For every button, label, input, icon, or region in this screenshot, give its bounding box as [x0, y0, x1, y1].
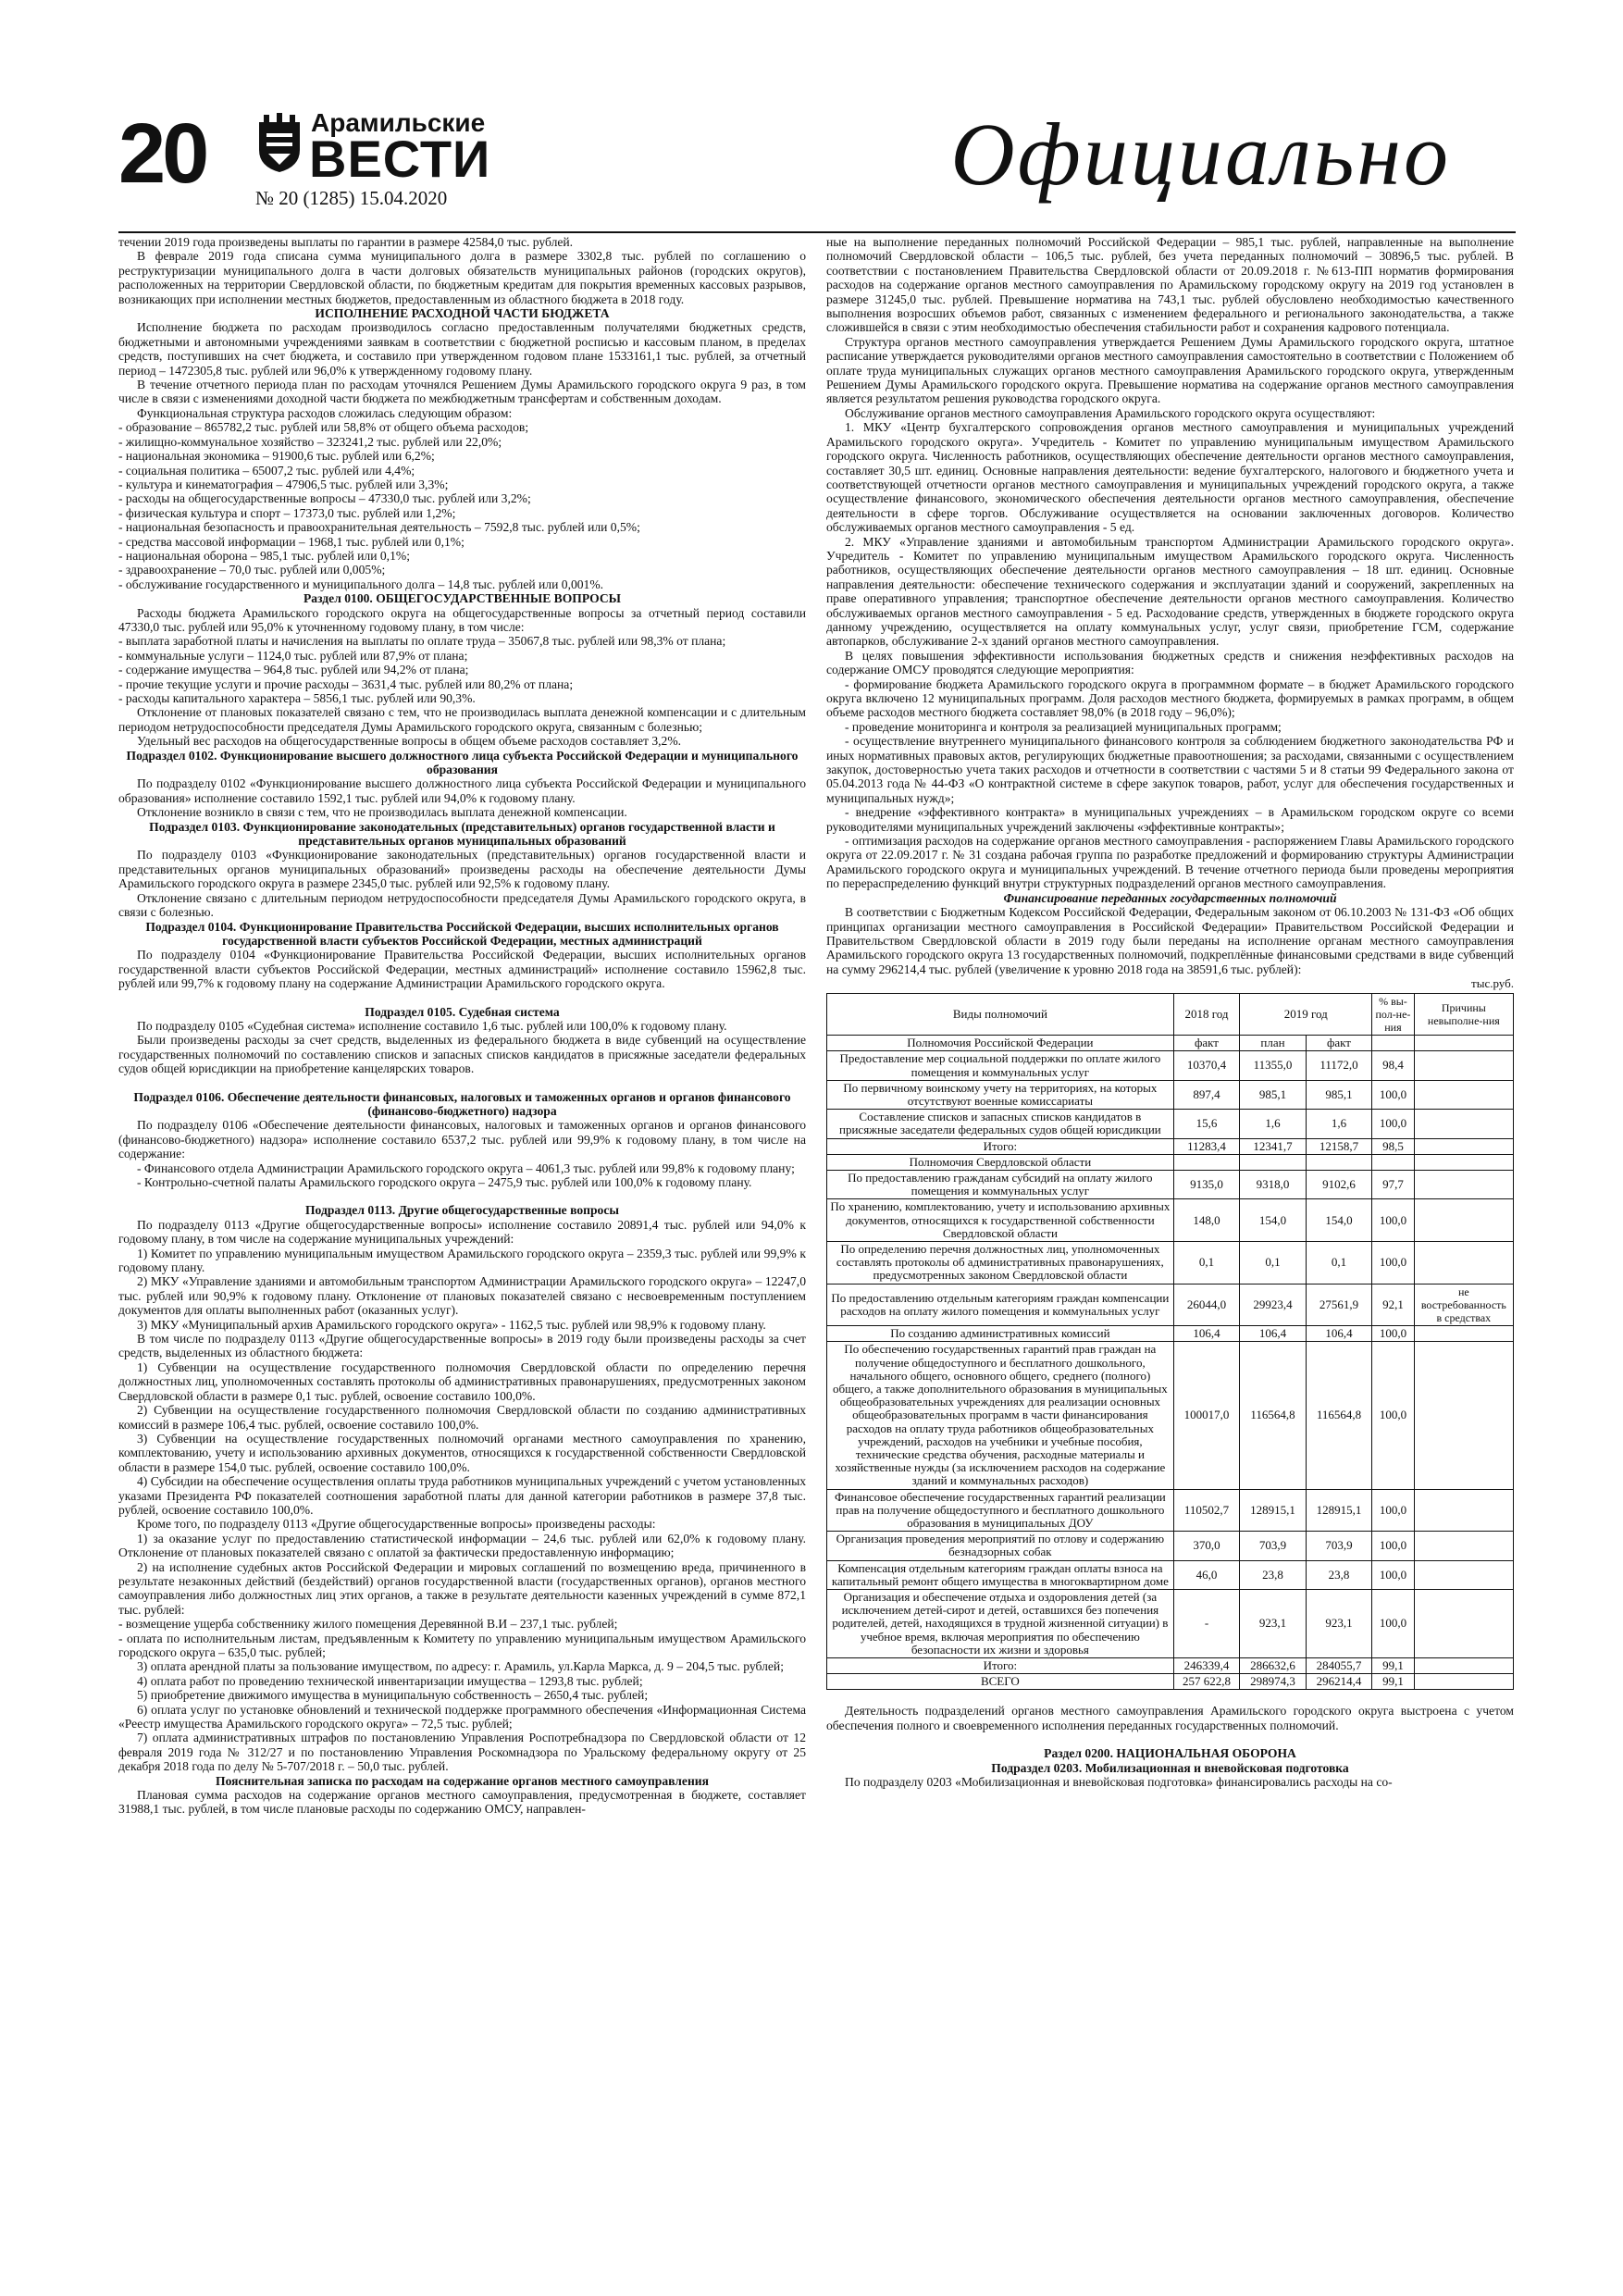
cell-reason — [1414, 1080, 1513, 1109]
cell-reason — [1414, 1051, 1513, 1080]
paragraph: По подразделу 0106 «Обеспечение деятельности финансовых, налоговых и таможенных органов и органов финансового (финансово-бюджетного) надзора» исполнение составило 6537,2 тыс. рублей или 99,9% к годовому плану, в том числе на содержание: — [118, 1118, 806, 1161]
cell-plan: 286632,6 — [1240, 1658, 1306, 1674]
paragraph: В том числе по подразделу 0113 «Другие общегосударственные вопросы» в 2019 году были произведены расходы за счет средств, выделенных из областного бюджета: — [118, 1332, 806, 1360]
cell-2018: 370,0 — [1173, 1532, 1239, 1560]
cell-plan: 29923,4 — [1240, 1284, 1306, 1326]
page-number: 20 — [118, 106, 206, 201]
cell-name: ВСЕГО — [827, 1674, 1174, 1690]
paragraph: Обслуживание органов местного самоуправления Арамильского городского округа осуществляют: — [845, 405, 1376, 420]
table-row — [827, 1590, 1514, 1658]
table-subtotal-row — [827, 1658, 1514, 1674]
list-item: - осуществление внутреннего муниципального финансового контроля за соблюдением бюджетного законодательства РФ и иных нормативных правовых актов, регулирующих бюджетные правоотношения; за расходами, связанными с осуществлением закупок, достоверностью учета таких расходов и отчетности в соответствии с частями 5 и 8 статьи 99 Федерального закона от 05.04.2013 года № 44-ФЗ «О контрактной системе в сфере закупок товаров, работ, услуг для обеспечения государственных и муниципальных нужд»; — [826, 734, 1514, 805]
masthead — [118, 104, 1516, 233]
table-unit: тыс.руб. — [1471, 976, 1514, 991]
cell-name: Итого: — [827, 1138, 1174, 1154]
subheader-fact: факт — [1173, 1036, 1239, 1051]
header-2019: 2019 год — [1240, 993, 1372, 1036]
paragraph: По подразделу 0103 «Функционирование законодательных (представительных) органов государственной власти и представительных органов муниципальных образований» произведены расходы на обеспечение деятельности Думы Арамильского городского округа в размере 2345,0 тыс. рублей или 92,5% к годовому плану. — [118, 848, 806, 891]
list-item: - коммунальные услуги – 1124,0 тыс. рублей или 87,9% от плана; — [118, 648, 468, 663]
cell-fact: 0,1 — [1306, 1241, 1371, 1284]
cell-reason — [1414, 1326, 1513, 1342]
cell-2018: 897,4 — [1173, 1080, 1239, 1109]
list-item: 3) Субвенции на осуществление государственных полномочий органами местного самоуправления по хранению, комплектованию, учету и использованию архивных документов, относящихся к государственной собственности Свердловской области в размере 154,0 тыс. рублей, освоение составило 100,0%. — [118, 1431, 806, 1474]
list-item: 3) МКУ «Муниципальный архив Арамильского городского округа» - 1162,5 тыс. рублей или 98,9% к годовому плану. — [137, 1317, 766, 1332]
cell-fact: 27561,9 — [1306, 1284, 1371, 1326]
cell-percent: 98,5 — [1372, 1138, 1414, 1154]
table-row — [827, 1036, 1514, 1051]
paragraph: Деятельность подразделений органов местного самоуправления Арамильского городского округа выстроена с учетом обеспечения полного и своевременного исполнения переданных государственных полномочий. — [826, 1704, 1514, 1732]
table-subtotal-row — [827, 1138, 1514, 1154]
list-item: - содержание имущества – 964,8 тыс. рублей или 94,2% от плана; — [118, 663, 469, 677]
table-row — [827, 1154, 1514, 1170]
table-row — [827, 1051, 1514, 1080]
subsection-heading: Подраздел 0113. Другие общегосударственные вопросы — [304, 1203, 619, 1218]
cell-fact: 11172,0 — [1306, 1051, 1371, 1080]
cell-reason: не востребованность в средствах — [1414, 1284, 1513, 1326]
coat-of-arms-icon — [255, 113, 304, 174]
subsection-heading: Финансирование переданных государственных полномочий — [1003, 890, 1337, 905]
cell-plan: 116564,8 — [1240, 1342, 1306, 1489]
table-row — [827, 1170, 1514, 1198]
paragraph: Удельный вес расходов на общегосударственные вопросы в общем объеме расходов составляет 3,2%. — [137, 734, 682, 749]
list-item: 1) за оказание услуг по предоставлению статистической информации – 24,6 тыс. рублей или 62,0% к годовому плану. Отклонение от плановых показателей связано с оплатой за фактически предоставленную информацию; — [118, 1531, 806, 1560]
subsection-heading: Подраздел 0105. Судебная система — [365, 1004, 560, 1019]
paragraph: В соответствии с Бюджетным Кодексом Российской Федерации, Федеральным законом от 06.10.2003 № 131-ФЗ «Об общих принципах организации местного самоуправления в Российской Федерации» Правительством Российской Федерации и Правительством Свердловской области в 2019 году были переданы на исполнение органам местного самоуправления Арамильского городского округа 13 государственных полномочий, подкреплённые финансовыми средствами в виде субвенций на сумму 296214,4 тыс. рублей (увеличение к уровню 2018 года на 38591,6 тыс. рублей): — [826, 905, 1514, 976]
list-item: 3) оплата арендной платы за пользование имуществом, по адресу: г. Арамиль, ул.Карла Маркса, д. 9 – 204,5 тыс. рублей; — [137, 1659, 784, 1674]
cell-plan: 0,1 — [1240, 1241, 1306, 1284]
cell-reason — [1414, 1658, 1513, 1674]
cell-percent: 97,7 — [1372, 1170, 1414, 1198]
cell-plan: 154,0 — [1240, 1199, 1306, 1242]
cell-name: Итого: — [827, 1658, 1174, 1674]
cell-percent: 100,0 — [1372, 1199, 1414, 1242]
brand-main: ВЕСТИ — [309, 130, 491, 188]
cell-2018: 10370,4 — [1173, 1051, 1239, 1080]
issue-line: № 20 (1285) 15.04.2020 — [255, 187, 448, 209]
table-total-row — [827, 1674, 1514, 1690]
cell-fact: 985,1 — [1306, 1080, 1371, 1109]
list-item: - проведение мониторинга и контроля за реализацией муниципальных программ; — [845, 719, 1282, 734]
cell-percent: 99,1 — [1372, 1658, 1414, 1674]
cell-plan: 298974,3 — [1240, 1674, 1306, 1690]
paragraph: По подразделу 0203 «Мобилизационная и вневойсковая подготовка» финансировались расходы на со- — [845, 1775, 1393, 1790]
cell-reason — [1414, 1560, 1513, 1589]
cell-percent: 100,0 — [1372, 1489, 1414, 1532]
cell-2018: - — [1173, 1590, 1239, 1658]
list-item: - расходы капитального характера – 5856,1 тыс. рублей или 90,3%. — [118, 691, 476, 705]
list-item: - образование – 865782,2 тыс. рублей или 58,8% от общего объема расходов; — [118, 420, 529, 435]
paragraph: Структура органов местного самоуправления утверждается Решением Думы Арамильского городского округа, штатное расписание утверждается руководителями органов местного самоуправления самостоятельно в соответствии с Положением об оплате труда муниципальных служащих органов местного самоуправления Арамильского городского округа, утвержденным Решением Думы Арамильского городского округа. Превышение норматива на содержание органов местного самоуправления является результатом решения руководства городского округа. — [826, 334, 1514, 406]
cell-percent: 100,0 — [1372, 1241, 1414, 1284]
cell-name: По предоставлению отдельным категориям граждан компенсации расходов на оплату жилого помещения и коммунальных услуг — [827, 1284, 1174, 1326]
section-heading: Раздел 0100. ОБЩЕГОСУДАРСТВЕННЫЕ ВОПРОСЫ — [303, 591, 622, 606]
list-item: - национальная экономика – 91900,6 тыс. рублей или 6,2%; — [118, 449, 435, 464]
table-row — [827, 1532, 1514, 1560]
cell-plan: 9318,0 — [1240, 1170, 1306, 1198]
cell-name: По предоставлению гражданам субсидий на оплату жилого помещения и коммунальных услуг — [827, 1170, 1174, 1198]
paragraph: Расходы бюджета Арамильского городского округа на общегосударственные вопросы за отчетный период составили 47330,0 тыс. рублей или 95,0% к уточненному годовому плану, в том числе: — [118, 605, 806, 634]
cell-reason — [1414, 1170, 1513, 1198]
cell-percent: 100,0 — [1372, 1342, 1414, 1489]
cell-fact: 9102,6 — [1306, 1170, 1371, 1198]
cell-plan: 23,8 — [1240, 1560, 1306, 1589]
cell-plan: 703,9 — [1240, 1532, 1306, 1560]
list-item: 2) МКУ «Управление зданиями и автомобильным транспортом Администрации Арамильского городского округа» – 12247,0 тыс. рублей или 90,9% к годовому плану. Отклонение от плановых показателей связано с несвоевременным поступлением документов для оплаты выполненных работ (оказанных услуг). — [118, 1274, 806, 1318]
cell-plan: 128915,1 — [1240, 1489, 1306, 1532]
list-item: 4) Субсидии на обеспечение осуществления оплаты труда работников муниципальных учреждений с учетом установленных указами Президента РФ показателей соотношения заработной платы для данной категории работников в размере 37,8 тыс. рублей, освоение составило 100,0%. — [118, 1474, 806, 1517]
cell-2018: 110502,7 — [1173, 1489, 1239, 1532]
paragraph: Отклонение связано с длительным периодом нетрудоспособности председателя Думы Арамильского городского округа, в связи с болезнью. — [118, 890, 806, 920]
list-item: - средства массовой информации – 1968,1 тыс. рублей или 0,1%; — [118, 534, 465, 549]
cell-2018: 46,0 — [1173, 1560, 1239, 1589]
header-name: Виды полномочий — [827, 993, 1174, 1036]
subsection-heading: Подраздел 0104. Функционирование Правительства Российской Федерации, высших исполнительных органов государственной власти субъектов Российской Федерации, местных администраций — [145, 919, 779, 948]
cell-percent: 98,4 — [1372, 1051, 1414, 1080]
cell-2018: 106,4 — [1173, 1326, 1239, 1342]
table-row — [827, 1284, 1514, 1326]
cell-percent: 99,1 — [1372, 1674, 1414, 1690]
table-row — [827, 1489, 1514, 1532]
paragraph: 1. МКУ «Центр бухгалтерского сопровождения органов местного самоуправления и муниципальных учреждений Арамильского городского округа». Учредитель - Комитет по управлению муниципальным имуществом Арамильского городского округа. Численность работников, осуществляющих обеспечение деятельности органов местного самоуправления, составляет 30,5 шт. единиц. Основные направления деятельности: ведение бухгалтерского, налогового и бюджетного учета и соответствующей отчетности органов местного самоуправления и муниципальных учреждений городского округа, а также осуществление финансового, экономического обеспечения деятельности органов местного самоуправления, обеспечение деятельности в сфере торгов. Обслуживание осуществляется на основании заключенных договоров. Количество обслуживаемых органов местного самоуправления - 5 ед. — [826, 420, 1514, 535]
paragraph: течении 2019 года произведены выплаты по гарантии в размере 42584,0 тыс. рублей. — [118, 235, 574, 249]
brand-top: Арамильские — [311, 108, 486, 137]
cell-fact: 12158,7 — [1306, 1138, 1371, 1154]
table-row — [827, 1326, 1514, 1342]
list-item: - физическая культура и спорт – 17373,0 тыс. рублей или 1,2%; — [118, 505, 456, 520]
header-2018: 2018 год — [1173, 993, 1239, 1036]
cell-fact: 1,6 — [1306, 1110, 1371, 1138]
list-item: 2) Субвенции на осуществление государственного полномочия Свердловской области по созданию административных комиссий в размере 106,4 тыс. рублей, освоение составило 100,0%. — [118, 1403, 806, 1432]
section-heading: Раздел 0200. НАЦИОНАЛЬНАЯ ОБОРОНА — [1044, 1746, 1296, 1761]
cell-plan: 1,6 — [1240, 1110, 1306, 1138]
cell-fact: 284055,7 — [1306, 1658, 1371, 1674]
table-row — [827, 1342, 1514, 1489]
header-rule — [118, 231, 1516, 233]
cell-2018: 257 622,8 — [1173, 1674, 1239, 1690]
cell-2018: 11283,4 — [1173, 1138, 1239, 1154]
list-item: - национальная безопасность и правоохранительная деятельность – 7592,8 тыс. рублей или 0,5%; — [118, 520, 640, 535]
cell-2018: 26044,0 — [1173, 1284, 1239, 1326]
cell-percent: 100,0 — [1372, 1110, 1414, 1138]
paragraph: По подразделу 0113 «Другие общегосударственные вопросы» исполнение составило 20891,4 тыс. рублей или 94,0% к годовому плану, в том числе на содержание муниципальных учреждений: — [118, 1217, 806, 1247]
cell-reason — [1414, 1489, 1513, 1532]
cell-name: Компенсация отдельным категориям граждан оплаты взноса на капитальный ремонт общего имущества в многоквартирном доме — [827, 1560, 1174, 1589]
table-row — [827, 1110, 1514, 1138]
cell-reason — [1414, 1342, 1513, 1489]
cell-percent: 100,0 — [1372, 1532, 1414, 1560]
cell-plan: 985,1 — [1240, 1080, 1306, 1109]
paragraph: Исполнение бюджета по расходам производилось согласно предоставленным получателями бюджетных средств, бюджетными и автономными учреждениями заявкам в соответствии с бюджетной росписью и кассовым планом, в пределах средств, поступивших на счет бюджета, и составило при утвержденном годовом плане 1533161,1 тыс. рублей, за отчетный период – 1472305,8 тыс. рублей или 96,0% к утвержденному годовому плану. — [118, 320, 806, 378]
cell-reason — [1414, 1532, 1513, 1560]
cell-name: Финансовое обеспечение государственных гарантий реализации прав на получение общедоступного и бесплатного дошкольного образования в муниципальных ДОУ — [827, 1489, 1174, 1532]
subsection-heading: Подраздел 0103. Функционирование законодательных (представительных) органов государственной власти и представительных органов муниципальных образований — [149, 819, 775, 849]
group-label: Полномочия Свердловской области — [827, 1154, 1174, 1170]
header-reason: Причины невыполне-ния — [1414, 993, 1513, 1036]
right-column — [826, 235, 1514, 1790]
cell-name: Составление списков и запасных списков кандидатов в присяжные заседатели федеральных судов общей юрисдикции — [827, 1110, 1174, 1138]
cell-name: По первичному воинскому учету на территориях, на которых отсутствуют военные комиссариаты — [827, 1080, 1174, 1109]
list-item: - обслуживание государственного и муниципального долга – 14,8 тыс. рублей или 0,001%. — [118, 577, 604, 591]
list-item: - расходы на общегосударственные вопросы – 47330,0 тыс. рублей или 3,2%; — [118, 491, 531, 506]
list-item: - здравоохранение – 70,0 тыс. рублей или 0,005%; — [118, 563, 386, 577]
subheader-plan: план — [1240, 1036, 1306, 1051]
cell-name: Предоставление мер социальной поддержки по оплате жилого помещения и коммунальных услуг — [827, 1051, 1174, 1080]
cell-2018: 100017,0 — [1173, 1342, 1239, 1489]
cell-2018: 15,6 — [1173, 1110, 1239, 1138]
table-row — [827, 1199, 1514, 1242]
cell-fact: 923,1 — [1306, 1590, 1371, 1658]
list-item: 1) Комитет по управлению муниципальным имуществом Арамильского городского округа – 2359,3 тыс. рублей или 99,9% к годовому плану. — [118, 1246, 806, 1275]
subsection-heading: Подраздел 0102. Функционирование высшего должностного лица субъекта Российской Федерации и муниципального образования — [126, 748, 799, 777]
list-item: 7) оплата административных штрафов по постановлению Управления Роспотребнадзора по Свердловской области от 12 февраля 2019 года № 312/27 и по постановлению Управления Роскомнадзора по Уральскому федеральному округу от 25 декабря 2018 года по делу № 5-707/2018 г. – 50,0 тыс. рублей. — [118, 1731, 806, 1774]
cell-fact: 154,0 — [1306, 1199, 1371, 1242]
cell-2018: 246339,4 — [1173, 1658, 1239, 1674]
list-item: - выплата заработной платы и начисления на выплаты по оплате труда – 35067,8 тыс. рублей или 98,3% от плана; — [118, 634, 726, 649]
cell-percent: 100,0 — [1372, 1326, 1414, 1342]
cell-name: По хранению, комплектованию, учету и использованию архивных документов, относящихся к государственной собственности Свердловской области — [827, 1199, 1174, 1242]
cell-2018: 148,0 — [1173, 1199, 1239, 1242]
cell-2018: 0,1 — [1173, 1241, 1239, 1284]
cell-reason — [1414, 1138, 1513, 1154]
cell-fact: 703,9 — [1306, 1532, 1371, 1560]
paragraph: По подразделу 0105 «Судебная система» исполнение составило 1,6 тыс. рублей или 100,0% к годовому плану. — [137, 1018, 727, 1033]
subheader-fact: факт — [1306, 1036, 1371, 1051]
list-item: 4) оплата работ по проведению технической инвентаризации имущества – 1293,8 тыс. рублей; — [137, 1673, 643, 1688]
list-item: - формирование бюджета Арамильского городского округа в программном формате – в бюджет Арамильского городского округа включено 12 муниципальных программ. Доля расходов местного бюджета, формируемых в рамках программ, в общем объеме расходов местного бюджета составляет 98,0% (в 2018 году – 96,0%); — [826, 676, 1514, 720]
section-heading: ИСПОЛНЕНИЕ РАСХОДНОЙ ЧАСТИ БЮДЖЕТА — [315, 306, 610, 321]
paragraph: В феврале 2019 года списана сумма муниципального долга в размере 3302,8 тыс. рублей по соглашению о реструктуризации муниципального долга в части долговых обязательств муниципальных районов (городских округов), расположенных на территории Свердловской области, по бюджетным кредитам для покрытия временных кассовых разрывов, возникающих при исполнении местных бюджетов, предоставленным из областного бюджета в 2018 году. — [118, 249, 806, 306]
paragraph: 2. МКУ «Управление зданиями и автомобильным транспортом Администрации Арамильского городского округа». Учредитель - Комитет по управлению муниципальным имуществом Арамильского городского округа. Численность работников, осуществляющих обеспечение деятельности органов местного самоуправления – 18 шт. единиц. Основные направления деятельности: обеспечение технического содержания и эксплуатации зданий и сооружений, закрепленных на праве оперативного управления; транспортное обеспечение деятельности органов местного самоуправления. Количество обслуживаемых органов местного самоуправления - 5 ед. Расходование средств, утвержденных в бюджете городского округа данному учреждению, осуществляется на оплату коммунальных услуг, услуг связи, приобретение ГСМ, содержание автопарков, обслуживание 2-х зданий органов местного самоуправления. — [826, 534, 1514, 649]
paragraph: По подразделу 0102 «Функционирование высшего должностного лица субъекта Российской Федерации и муниципального образования» исполнение составило 1592,1 тыс. рублей или 94,0% к годовому плану. — [118, 776, 806, 805]
list-item: 1) Субвенции на осуществление государственного полномочия Свердловской области по определению перечня должностных лиц, уполномоченных составлять протоколы об административных правонарушениях, предусмотренных законом Свердловской области в размере 0,1 тыс. рублей, освоение составило 100,0%. — [118, 1359, 806, 1403]
cell-name: По обеспечению государственных гарантий прав граждан на получение общедоступного и бесплатного дошкольного, начального общего, основного общего, среднего (полного) общего, а также дополнительного образования в муниципальных общеобразовательных учреждениях для реализации основных общеобразовательных программ в части финансирования расходов на оплату труда работников общеобразовательных учреждений, расходов на учебники и учебные пособия, технические средства обучения, расходные материалы и хозяйственные нужды (за исключением расходов на содержание зданий и коммунальных расходов) — [827, 1342, 1174, 1489]
list-item: - социальная политика – 65007,2 тыс. рублей или 4,4%; — [118, 463, 415, 478]
list-item: 5) приобретение движимого имущества в муниципальную собственность – 2650,4 тыс. рублей; — [137, 1688, 649, 1703]
powers-table — [826, 993, 1514, 1691]
list-item: - возмещение ущерба собственнику жилого помещения Деревянной В.И – 237,1 тыс. рублей; — [118, 1617, 618, 1632]
cell-percent: 92,1 — [1372, 1284, 1414, 1326]
cell-name: Организация и обеспечение отдыха и оздоровления детей (за исключением детей-сирот и детей, оставшихся без попечения родителей, детей, находящихся в трудной жизненной ситуации) в учебное время, включая мероприятия по обеспечению безопасности их жизни и здоровья — [827, 1590, 1174, 1658]
paragraph: По подразделу 0104 «Функционирование Правительства Российской Федерации, высших исполнительных органов государственной власти субъектов Российской Федерации, местных администраций» исполнение составило 15962,8 тыс. рублей или 99,7% к годовому плану на содержание Администрации Арамильского городского округа. — [118, 948, 806, 991]
cell-2018: 9135,0 — [1173, 1170, 1239, 1198]
cell-percent: 100,0 — [1372, 1560, 1414, 1589]
paragraph: Функциональная структура расходов сложилась следующим образом: — [137, 405, 513, 420]
list-item: 2) на исполнение судебных актов Российской Федерации и мировых соглашений по возмещению вреда, причиненного в результате незаконных действий (бездействий) органов государственной власти (государственных органов), органов местного самоуправления либо должностных лиц этих органов, а также в результате деятельности казенных учреждений в сумме 872,1 тыс. рублей: — [118, 1559, 806, 1617]
list-item: 6) оплата услуг по установке обновлений и технической поддержке программного обеспечения «Информационная Система «Реестр имущества Арамильского городского округа» – 72,5 тыс. рублей; — [118, 1702, 806, 1731]
subsection-heading: Подраздел 0203. Мобилизационная и вневойсковая подготовка — [991, 1760, 1349, 1775]
list-item: - Контрольно-счетной палаты Арамильского городского округа – 2475,9 тыс. рублей или 100,0% к годовому плану. — [137, 1175, 752, 1189]
subsection-heading: Пояснительная записка по расходам на содержание органов местного самоуправления — [216, 1773, 709, 1788]
paragraph: Отклонение от плановых показателей связано с тем, что не производилась выплата денежной компенсации и с длительным периодом нетрудоспособности председателя Думы Арамильского городского округа, связанным с болезнью; — [118, 705, 806, 734]
cell-name: По созданию административных комиссий — [827, 1326, 1174, 1342]
list-item: - национальная оборона – 985,1 тыс. рублей или 0,1%; — [118, 548, 410, 563]
cell-plan: 12341,7 — [1240, 1138, 1306, 1154]
subsection-heading: Подраздел 0106. Обеспечение деятельности финансовых, налоговых и таможенных органов и органов финансового (финансово-бюджетного) надзора — [133, 1089, 791, 1118]
list-item: - оптимизация расходов на содержание органов местного самоуправления - распоряжением Главы Арамильского городского округа от 22.09.2017 г. № 31 создана рабочая группа по разработке предложений и формированию структуры Администрации Арамильского городского округа и муниципальных учреждений. В течение отчетного периода были проведены мероприятия по перераспределению функций внутри структурных подразделений органов местного самоуправления. — [826, 834, 1514, 891]
table-row — [827, 1241, 1514, 1284]
cell-fact: 128915,1 — [1306, 1489, 1371, 1532]
paragraph: В целях повышения эффективности использования бюджетных средств и снижения неэффективных расходов на содержание ОМСУ проводятся следующие мероприятия: — [826, 648, 1514, 677]
paragraph: Плановая сумма расходов на содержание органов местного самоуправления, предусмотренная в бюджете, составляет 31988,1 тыс. рублей, в том числе плановые расходы по содержанию ОМСУ, направлен- — [118, 1788, 806, 1817]
paragraph: Кроме того, по подразделу 0113 «Другие общегосударственные вопросы» произведены расходы: — [137, 1517, 656, 1532]
header-percent: % вы-пол-не-ния — [1372, 993, 1414, 1036]
cell-reason — [1414, 1110, 1513, 1138]
group-label: Полномочия Российской Федерации — [827, 1036, 1174, 1051]
cell-fact: 23,8 — [1306, 1560, 1371, 1589]
list-item: - Финансового отдела Администрации Арамильского городского округа – 4061,3 тыс. рублей или 99,8% к годовому плану; — [137, 1160, 795, 1175]
table-row — [827, 1080, 1514, 1109]
table-row — [827, 1560, 1514, 1589]
cell-plan: 923,1 — [1240, 1590, 1306, 1658]
list-item: - внедрение «эффективного контракта» в муниципальных учреждениях – в Арамильском городском округе со всеми руководителями муниципальных учреждений заключены «эффективные контракты»; — [826, 805, 1514, 834]
cell-percent: 100,0 — [1372, 1590, 1414, 1658]
cell-plan: 11355,0 — [1240, 1051, 1306, 1080]
list-item: - жилищно-коммунальное хозяйство – 323241,2 тыс. рублей или 22,0%; — [118, 434, 502, 449]
cell-fact: 296214,4 — [1306, 1674, 1371, 1690]
list-item: - оплата по исполнительным листам, предъявленным к Комитету по управлению муниципальным имуществом Арамильского городского округа – 635,0 тыс. рублей; — [118, 1631, 806, 1659]
cell-plan: 106,4 — [1240, 1326, 1306, 1342]
cell-reason — [1414, 1241, 1513, 1284]
list-item: - культура и кинематография – 47906,5 тыс. рублей или 3,3%; — [118, 477, 449, 491]
cell-percent: 100,0 — [1372, 1080, 1414, 1109]
cell-fact: 106,4 — [1306, 1326, 1371, 1342]
cell-reason — [1414, 1674, 1513, 1690]
cell-reason — [1414, 1590, 1513, 1658]
cell-reason — [1414, 1199, 1513, 1242]
cell-fact: 116564,8 — [1306, 1342, 1371, 1489]
paragraph: Были произведены расходы за счет средств, выделенных из федерального бюджета в виде субвенций на осуществление государственных полномочий по составлению списков и запасных списков кандидатов в присяжные заседатели федеральных судов общей юрисдикции на приобретение канцелярских товаров. — [118, 1033, 806, 1076]
cell-name: Организация проведения мероприятий по отлову и содержанию безнадзорных собак — [827, 1532, 1174, 1560]
cell-name: По определению перечня должностных лиц, уполномоченных составлять протоколы об административных правонарушениях, предусмотренных законом Свердловской области — [827, 1241, 1174, 1284]
paragraph: Отклонение возникло в связи с тем, что не производилась выплата денежной компенсации. — [137, 805, 627, 820]
paragraph: В течение отчетного периода план по расходам уточнялся Решением Думы Арамильского городского округа 9 раз, в том числе в связи с изменениями доходной части бюджета по межбюджетным трансфертам и собственным доходам. — [118, 378, 806, 406]
left-column — [118, 235, 806, 1817]
paragraph: ные на выполнение переданных полномочий Российской Федерации – 985,1 тыс. рублей, направленные на выполнение полномочий Свердловской области – 106,5 тыс. рублей, без учета переданных полномочий – 30896,5 тыс. рублей. В соответствии с постановлением Правительства Свердловской области от 20.09.2018 г. №613-ПП норматив формирования расходов на содержание органов местного самоуправления по Арамильскому городскому округу на 2019 год установлен в размере 31245,0 тыс. рублей. Превышение норматива на 743,1 тыс. рублей обусловлено необходимостью качественного выполнения возросших объемов работ, связанных с изменением федерального и регионального законодательства, а также сложившейся в связи с этим необходимостью обеспечения стабильности работ и сохранения кадрового потенциала. — [826, 235, 1514, 335]
list-item: - прочие текущие услуги и прочие расходы – 3631,4 тыс. рублей или 80,2% от плана; — [118, 676, 574, 691]
section-title: Официально — [950, 105, 1451, 204]
